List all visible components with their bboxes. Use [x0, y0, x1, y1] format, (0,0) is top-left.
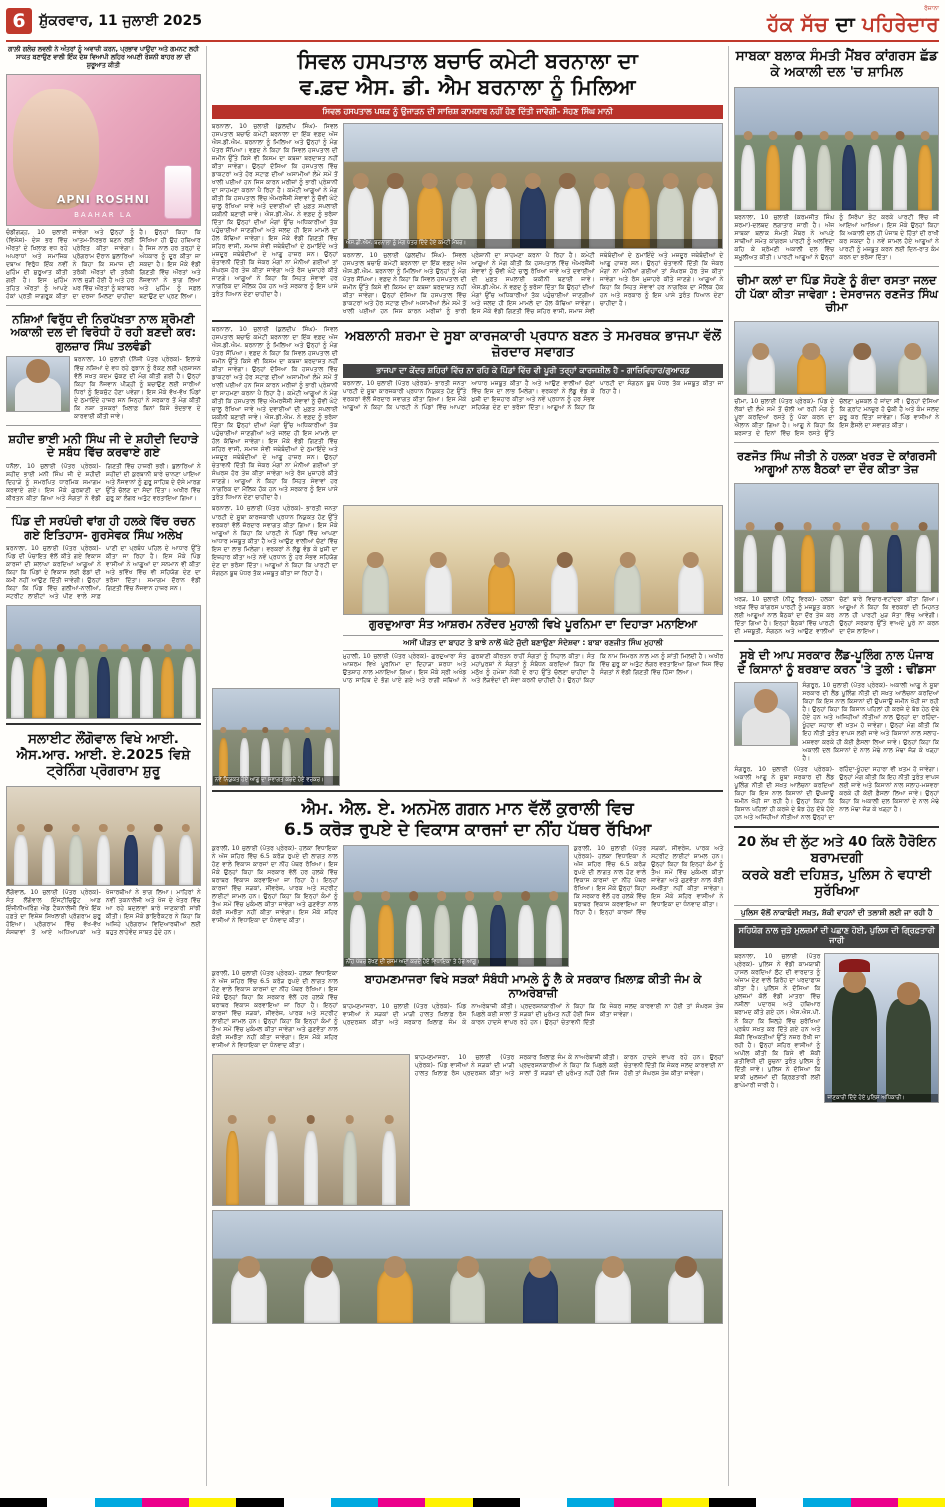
story5-body: ਬਰਨਾਲਾ, 10 ਜੁਲਾਈ (ਪੱਤਰ ਪ੍ਰੇਰਕ)- ਭਾਰਤੀ ਜਨਤਾ ਪਾਰਟੀ ਦੇ ਸੂਬਾ ਕਾਰਜਕਾਰੀ ਪ੍ਰਧਾਨ ਨਿਯੁਕਤ ਹੋਣ ਉੱਤੇ ਵਰਕਰਾਂ ਵੱਲੋਂ ਜ਼ੋਰਦਾਰ ਸਵਾਗਤ ਕੀਤਾ ਗਿਆ। ਇਸ ਮੌਕੇ ਆਗੂਆਂ ਨੇ ਕਿਹਾ ਕਿ ਪਾਰਟੀ ਨੇ ਪਿੰਡਾਂ ਵਿੱਚ ਆਪਣਾ ਆਧਾਰ ਮਜ਼ਬੂਤ ਕੀਤਾ ਹੈ ਅਤੇ ਆਉਣ ਵਾਲੀਆਂ ਚੋਣਾਂ ਵਿੱਚ ਇਸ ਦਾ ਲਾਭ ਮਿਲੇਗਾ। ਵਰਕਰਾਂ ਨੇ ਲੱਡੂ ਵੰਡ ਕੇ ਖ਼ੁਸ਼ੀ ਦਾ ਇਜ਼ਹਾਰ ਕੀਤਾ ਅਤੇ ਨਵੇਂ ਪ੍ਰਧਾਨ ਨੂੰ ਹਰ ਸੰਭਵ ਸਹਿਯੋਗ ਦੇਣ ਦਾ ਭਰੋਸਾ ਦਿੱਤਾ। ਆਗੂਆਂ ਨੇ ਕਿਹਾ ਕਿ ਪਾਰਟੀ ਦਾ ਸੰਗਠਨ ਬੂਥ ਪੱਧਰ ਤੱਕ ਮਜ਼ਬੂਤ ਕੀਤਾ ਜਾ ਰਿਹਾ ਹੈ।: [342, 379, 724, 411]
bottom-photo-band: [212, 1054, 724, 1206]
photo-people: [213, 1261, 723, 1324]
photo-people: [7, 649, 200, 718]
divider: [6, 723, 201, 725]
story4-headline: ਸਲਾਈਟ ਲੌਂਗੋਵਾਲ ਵਿਖੇ ਆਈ. ਐਸ.ਆਰ. ਆਈ. ਏ.2025 ਵਿਸ਼ੇ ਟ੍ਰੇਨਿੰਗ ਪ੍ਰੋਗਰਾਮ ਸ਼ੁਰੂ: [16, 731, 191, 780]
story1-photo: [6, 356, 70, 412]
story8-body-cont: ਬਾਹਮਣਮਾਜਰਾ, 10 ਜੁਲਾਈ (ਪੱਤਰ ਪ੍ਰੇਰਕ)- ਪਿੰਡ ਵਾਸੀਆਂ ਨੇ ਸੜਕਾਂ ਦੀ ਮਾੜੀ ਹਾਲਤ ਖ਼ਿਲਾਫ਼ ਰੋਸ ਪ੍ਰਦਰਸ਼ਨ ਕੀਤਾ ਅਤੇ ਸਰਕਾਰ ਖ਼ਿਲਾਫ਼ ਜੰਮ ਕੇ ਨਾਅਰੇਬਾਜ਼ੀ ਕੀਤੀ। ਪ੍ਰਦਰਸ਼ਨਕਾਰੀਆਂ ਨੇ ਕਿਹਾ ਕਿ ਪਿਛਲੇ ਕਈ ਸਾਲਾਂ ਤੋਂ ਸੜਕਾਂ ਦੀ ਮੁਰੰਮਤ ਨਹੀਂ ਹੋਈ ਜਿਸ ਕਾਰਨ ਹਾਦਸੇ ਵਾਪਰ ਰਹੇ ਹਨ। ਉਨ੍ਹਾਂ ਚੇਤਾਵਨੀ ਦਿੱਤੀ ਕਿ ਜੇਕਰ ਜਲਦ ਕਾਰਵਾਈ ਨਾ ਹੋਈ ਤਾਂ ਸੰਘਰਸ਼ ਤੇਜ਼ ਕੀਤਾ ਜਾਵੇਗਾ।: [414, 1054, 724, 1078]
story8-photo: [212, 1210, 724, 1324]
story7-body-right: ਕੁਰਾਲੀ, 10 ਜੁਲਾਈ (ਪੱਤਰ ਪ੍ਰੇਰਕ)- ਹਲਕਾ ਵਿਧਾਇਕਾ ਨੇ ਅੱਜ ਸ਼ਹਿਰ ਵਿੱਚ 6.5 ਕਰੋੜ ਰੁਪਏ ਦੀ ਲਾਗਤ ਨਾਲ ਹੋਣ ਵਾਲੇ ਵਿਕਾਸ ਕਾਰਜਾਂ ਦਾ ਨੀਂਹ ਪੱਥਰ ਰੱਖਿਆ। ਇਸ ਮੌਕੇ ਉਨ੍ਹਾਂ ਕਿਹਾ ਕਿ ਸਰਕਾਰ ਵੱਲੋਂ ਹਰ ਹਲਕੇ ਵਿੱਚ ਬਰਾਬਰ ਵਿਕਾਸ ਕਰਵਾਇਆ ਜਾ ਰਿਹਾ ਹੈ। ਇਨ੍ਹਾਂ ਕਾਰਜਾਂ ਵਿੱਚ ਸੜਕਾਂ, ਸੀਵਰੇਜ, ਪਾਰਕ ਅਤੇ ਸਟਰੀਟ ਲਾਈਟਾਂ ਸ਼ਾਮਲ ਹਨ। ਉਨ੍ਹਾਂ ਕਿਹਾ ਕਿ ਇਨ੍ਹਾਂ ਕੰਮਾਂ ਨੂੰ ਤੈਅ ਸਮੇਂ ਵਿੱਚ ਮੁਕੰਮਲ ਕੀਤਾ ਜਾਵੇਗਾ ਅਤੇ ਗੁਣਵੱਤਾ ਨਾਲ ਕੋਈ ਸਮਝੌਤਾ ਨਹੀਂ ਕੀਤਾ ਜਾਵੇਗਾ। ਇਸ ਮੌਕੇ ਸ਼ਹਿਰ ਵਾਸੀਆਂ ਨੇ ਵਿਧਾਇਕਾ ਦਾ ਧੰਨਵਾਦ ਕੀਤਾ।: [573, 845, 724, 917]
photo-people: [344, 896, 568, 966]
story7-body-cont: ਕੁਰਾਲੀ, 10 ਜੁਲਾਈ (ਪੱਤਰ ਪ੍ਰੇਰਕ)- ਹਲਕਾ ਵਿਧਾਇਕਾ ਨੇ ਅੱਜ ਸ਼ਹਿਰ ਵਿੱਚ 6.5 ਕਰੋੜ ਰੁਪਏ ਦੀ ਲਾਗਤ ਨਾਲ ਹੋਣ ਵਾਲੇ ਵਿਕਾਸ ਕਾਰਜਾਂ ਦਾ ਨੀਂਹ ਪੱਥਰ ਰੱਖਿਆ। ਇਸ ਮੌਕੇ ਉਨ੍ਹਾਂ ਕਿਹਾ ਕਿ ਸਰਕਾਰ ਵੱਲੋਂ ਹਰ ਹਲਕੇ ਵਿੱਚ ਬਰਾਬਰ ਵਿਕਾਸ ਕਰਵਾਇਆ ਜਾ ਰਿਹਾ ਹੈ। ਇਨ੍ਹਾਂ ਕਾਰਜਾਂ ਵਿੱਚ ਸੜਕਾਂ, ਸੀਵਰੇਜ, ਪਾਰਕ ਅਤੇ ਸਟਰੀਟ ਲਾਈਟਾਂ ਸ਼ਾਮਲ ਹਨ। ਉਨ੍ਹਾਂ ਕਿਹਾ ਕਿ ਇਨ੍ਹਾਂ ਕੰਮਾਂ ਨੂੰ ਤੈਅ ਸਮੇਂ ਵਿੱਚ ਮੁਕੰਮਲ ਕੀਤਾ ਜਾਵੇਗਾ ਅਤੇ ਗੁਣਵੱਤਾ ਨਾਲ ਕੋਈ ਸਮਝੌਤਾ ਨਹੀਂ ਕੀਤਾ ਜਾਵੇਗਾ। ਇਸ ਮੌਕੇ ਸ਼ਹਿਰ ਵਾਸੀਆਂ ਨੇ ਵਿਧਾਇਕਾ ਦਾ ਧੰਨਵਾਦ ਕੀਤਾ।: [211, 970, 338, 1050]
story13-band: [734, 953, 939, 1103]
advertisement-image: [6, 74, 201, 226]
page-columns: [6, 46, 939, 1486]
divider: [212, 320, 724, 322]
masthead: [6, 4, 939, 42]
photo-people: [7, 828, 200, 885]
publication-date: ਸ਼ੁੱਕਰਵਾਰ, 11 ਜੁਲਾਈ 2025: [39, 13, 202, 29]
ad-brand: APNI ROSHNI: [56, 193, 150, 207]
story3-body: ਬਰਨਾਲਾ, 10 ਜੁਲਾਈ (ਪੱਤਰ ਪ੍ਰੇਰਕ)- ਪਿੰਡ ਦੀ ਪੰਚਾਇਤ ਵੱਲੋਂ ਕੀਤੇ ਗਏ ਵਿਕਾਸ ਕਾਰਜਾਂ ਦੀ ਸ਼ਲਾਘਾ ਕਰਦਿਆਂ ਆਗੂਆਂ ਨੇ ਕਿਹਾ ਕਿ ਪਿੰਡਾਂ ਦੇ ਵਿਕਾਸ ਲਈ ਫੰਡਾਂ ਦੀ ਕਮੀ ਨਹੀਂ ਆਉਣ ਦਿੱਤੀ ਜਾਵੇਗੀ। ਉਨ੍ਹਾਂ ਕਿਹਾ ਕਿ ਪਿੰਡ ਵਿੱਚ ਗਲੀਆਂ-ਨਾਲੀਆਂ, ਸਟਰੀਟ ਲਾਈਟਾਂ ਅਤੇ ਪੀਣ ਵਾਲੇ ਸਾਫ਼ ਪਾਣੀ ਦਾ ਪ੍ਰਬੰਧ ਪਹਿਲ ਦੇ ਆਧਾਰ ਉੱਤੇ ਕੀਤਾ ਜਾ ਰਿਹਾ ਹੈ। ਇਸ ਮੌਕੇ ਪਿੰਡ ਵਾਸੀਆਂ ਨੇ ਆਗੂਆਂ ਦਾ ਸਨਮਾਨ ਵੀ ਕੀਤਾ ਅਤੇ ਭਵਿੱਖ ਵਿੱਚ ਵੀ ਸਹਿਯੋਗ ਦੇਣ ਦਾ ਭਰੋਸਾ ਦਿੱਤਾ। ਸਮਾਗਮ ਦੌਰਾਨ ਵੱਡੀ ਗਿਣਤੀ ਵਿੱਚ ਨੌਜਵਾਨ ਹਾਜ਼ਰ ਸਨ।: [6, 545, 201, 601]
divider: [6, 425, 201, 426]
photo-people: [735, 346, 938, 394]
story5-headline: ਅਬਲਾਨੀ ਸ਼ਰਮਾ ਦੇ ਸੂਬਾ ਕਾਰਜਕਾਰੀ ਪ੍ਰਧਾਨ ਬਣਨ ਤੇ ਸਮਰਥਕ ਭਾਜਪਾ ਵੱਲੋਂ ਜ਼ੋਰਦਾਰ ਸਵਾਗਤ: [345, 327, 722, 360]
ad-brand-sub: BAAHAR LA: [74, 210, 133, 219]
story2-headline: ਸ਼ਹੀਦ ਭਾਈ ਮਨੀ ਸਿੰਘ ਜੀ ਦੇ ਸ਼ਹੀਦੀ ਦਿਹਾੜੇ ਦੇ ਸਬੰਧ ਵਿੱਚ ਕਰਵਾਏ ਗਏ: [8, 431, 199, 460]
story12-media: [734, 682, 939, 762]
page-number: 6: [6, 8, 32, 34]
divider: [734, 266, 939, 267]
lead-body-continued: ਬਰਨਾਲਾ, 10 ਜੁਲਾਈ (ਕੁਲਦੀਪ ਸਿੰਘ)- ਸਿਵਲ ਹਸਪਤਾਲ ਬਚਾਓ ਕਮੇਟੀ ਬਰਨਾਲਾ ਦਾ ਇੱਕ ਵਫ਼ਦ ਅੱਜ ਐਸ.ਡੀ.ਐਮ. ਬਰਨਾਲਾ ਨੂੰ ਮਿਲਿਆ ਅਤੇ ਉਨ੍ਹਾਂ ਨੂੰ ਮੰਗ ਪੱਤਰ ਸੌਂਪਿਆ। ਵਫ਼ਦ ਨੇ ਕਿਹਾ ਕਿ ਸਿਵਲ ਹਸਪਤਾਲ ਦੀ ਜ਼ਮੀਨ ਉੱਤੇ ਕਿਸੇ ਵੀ ਕਿਸਮ ਦਾ ਕਬਜ਼ਾ ਬਰਦਾਸ਼ਤ ਨਹੀਂ ਕੀਤਾ ਜਾਵੇਗਾ। ਉਨ੍ਹਾਂ ਦੱਸਿਆ ਕਿ ਹਸਪਤਾਲ ਵਿੱਚ ਡਾਕਟਰਾਂ ਅਤੇ ਹੋਰ ਸਟਾਫ਼ ਦੀਆਂ ਅਸਾਮੀਆਂ ਲੰਮੇ ਸਮੇਂ ਤੋਂ ਖਾਲੀ ਪਈਆਂ ਹਨ ਜਿਸ ਕਾਰਨ ਮਰੀਜ਼ਾਂ ਨੂੰ ਭਾਰੀ ਪ੍ਰੇਸ਼ਾਨੀ ਦਾ ਸਾਹਮਣਾ ਕਰਨਾ ਪੈ ਰਿਹਾ ਹੈ। ਕਮੇਟੀ ਆਗੂਆਂ ਨੇ ਮੰਗ ਕੀਤੀ ਕਿ ਹਸਪਤਾਲ ਵਿੱਚ ਐਮਰਜੈਂਸੀ ਸੇਵਾਵਾਂ ਨੂੰ ਚੌਵੀ ਘੰਟੇ ਚਾਲੂ ਰੱਖਿਆ ਜਾਵੇ ਅਤੇ ਦਵਾਈਆਂ ਦੀ ਮੁਫ਼ਤ ਸਪਲਾਈ ਯਕੀਨੀ ਬਣਾਈ ਜਾਵੇ। ਐਸ.ਡੀ.ਐਮ. ਨੇ ਵਫ਼ਦ ਨੂੰ ਭਰੋਸਾ ਦਿੱਤਾ ਕਿ ਉਨ੍ਹਾਂ ਦੀਆਂ ਮੰਗਾਂ ਉੱਚ ਅਧਿਕਾਰੀਆਂ ਤੱਕ ਪਹੁੰਚਾਈਆਂ ਜਾਣਗੀਆਂ ਅਤੇ ਜਲਦ ਹੀ ਇਸ ਮਾਮਲੇ ਦਾ ਹੱਲ ਕੱਢਿਆ ਜਾਵੇਗਾ। ਇਸ ਮੌਕੇ ਵੱਡੀ ਗਿਣਤੀ ਵਿੱਚ ਸ਼ਹਿਰ ਵਾਸੀ, ਸਮਾਜ ਸੇਵੀ ਜਥੇਬੰਦੀਆਂ ਦੇ ਨੁਮਾਇੰਦੇ ਅਤੇ ਮਜ਼ਦੂਰ ਜਥੇਬੰਦੀਆਂ ਦੇ ਆਗੂ ਹਾਜ਼ਰ ਸਨ। ਉਨ੍ਹਾਂ ਚੇਤਾਵਨੀ ਦਿੱਤੀ ਕਿ ਜੇਕਰ ਮੰਗਾਂ ਨਾ ਮੰਨੀਆਂ ਗਈਆਂ ਤਾਂ ਸੰਘਰਸ਼ ਹੋਰ ਤੇਜ਼ ਕੀਤਾ ਜਾਵੇਗਾ ਅਤੇ ਰੋਸ ਮੁਜ਼ਾਹਰੇ ਕੀਤੇ ਜਾਣਗੇ। ਆਗੂਆਂ ਨੇ ਕਿਹਾ ਕਿ ਸਿਹਤ ਸੇਵਾਵਾਂ ਹਰ ਨਾਗਰਿਕ ਦਾ ਮੌਲਿਕ ਹੱਕ ਹਨ ਅਤੇ ਸਰਕਾਰ ਨੂੰ ਇਸ ਪਾਸੇ ਤੁਰੰਤ ਧਿਆਨ ਦੇਣਾ ਚਾਹੀਦਾ ਹੈ।: [211, 325, 338, 502]
story13-bullet: ਪੁਲਿਸ ਵੱਲੋਂ ਨਾਕਾਬੰਦੀ ਸਖ਼ਤ, ਸ਼ੱਕੀ ਵਾਹਨਾਂ ਦੀ ਤਲਾਸ਼ੀ ਲਈ ਜਾ ਰਹੀ ਹੈ: [734, 905, 939, 921]
story8-right: [343, 970, 724, 1050]
story6-right: [343, 505, 724, 684]
story13-headline-line1: 20 ਲੱਖ ਦੀ ਲੁੱਟ ਅਤੇ 40 ਕਿਲੋ ਹੈਰੋਇਨ ਬਰਾਮਦਗੀ: [737, 833, 937, 866]
middle-left: [212, 326, 338, 503]
story4-photo-large: [212, 1054, 410, 1206]
lead-photo: [343, 123, 724, 249]
story7-photo: [343, 845, 569, 967]
story7-photo-wrap: [343, 845, 569, 967]
story8-body: ਬਾਹਮਣਮਾਜਰਾ, 10 ਜੁਲਾਈ (ਪੱਤਰ ਪ੍ਰੇਰਕ)- ਪਿੰਡ ਵਾਸੀਆਂ ਨੇ ਸੜਕਾਂ ਦੀ ਮਾੜੀ ਹਾਲਤ ਖ਼ਿਲਾਫ਼ ਰੋਸ ਪ੍ਰਦਰਸ਼ਨ ਕੀਤਾ ਅਤੇ ਸਰਕਾਰ ਖ਼ਿਲਾਫ਼ ਜੰਮ ਕੇ ਨਾਅਰੇਬਾਜ਼ੀ ਕੀਤੀ। ਪ੍ਰਦਰਸ਼ਨਕਾਰੀਆਂ ਨੇ ਕਿਹਾ ਕਿ ਪਿਛਲੇ ਕਈ ਸਾਲਾਂ ਤੋਂ ਸੜਕਾਂ ਦੀ ਮੁਰੰਮਤ ਨਹੀਂ ਹੋਈ ਜਿਸ ਕਾਰਨ ਹਾਦਸੇ ਵਾਪਰ ਰਹੇ ਹਨ। ਉਨ੍ਹਾਂ ਚੇਤਾਵਨੀ ਦਿੱਤੀ ਕਿ ਜੇਕਰ ਜਲਦ ਕਾਰਵਾਈ ਨਾ ਹੋਈ ਤਾਂ ਸੰਘਰਸ਼ ਤੇਜ਼ ਕੀਤਾ ਜਾਵੇਗਾ।: [342, 1003, 724, 1027]
photo-people: [344, 556, 723, 614]
story13-body: ਬਰਨਾਲਾ, 10 ਜੁਲਾਈ (ਪੱਤਰ ਪ੍ਰੇਰਕ)- ਪੁਲਿਸ ਨੇ ਵੱਡੀ ਕਾਮਯਾਬੀ ਹਾਸਲ ਕਰਦਿਆਂ ਲੁੱਟ ਦੀ ਵਾਰਦਾਤ ਨੂੰ ਅੰਜਾਮ ਦੇਣ ਵਾਲੇ ਗਿਰੋਹ ਦਾ ਪਰਦਾਫਾਸ਼ ਕੀਤਾ ਹੈ। ਪੁਲਿਸ ਨੇ ਦੱਸਿਆ ਕਿ ਮੁਲਜ਼ਮਾਂ ਕੋਲੋਂ ਵੱਡੀ ਮਾਤਰਾ ਵਿੱਚ ਨਸ਼ੀਲਾ ਪਦਾਰਥ ਅਤੇ ਹਥਿਆਰ ਬਰਾਮਦ ਕੀਤੇ ਗਏ ਹਨ। ਐਸ.ਐਸ.ਪੀ. ਨੇ ਕਿਹਾ ਕਿ ਜ਼ਿਲ੍ਹੇ ਵਿੱਚ ਸੁਰੱਖਿਆ ਪ੍ਰਬੰਧ ਸਖ਼ਤ ਕਰ ਦਿੱਤੇ ਗਏ ਹਨ ਅਤੇ ਸ਼ੱਕੀ ਵਿਅਕਤੀਆਂ ਉੱਤੇ ਨਜ਼ਰ ਰੱਖੀ ਜਾ ਰਹੀ ਹੈ। ਉਨ੍ਹਾਂ ਸ਼ਹਿਰ ਵਾਸੀਆਂ ਨੂੰ ਅਪੀਲ ਕੀਤੀ ਕਿ ਕਿਸੇ ਵੀ ਸ਼ੱਕੀ ਗਤੀਵਿਧੀ ਦੀ ਸੂਚਨਾ ਤੁਰੰਤ ਪੁਲਿਸ ਨੂੰ ਦਿੱਤੀ ਜਾਵੇ। ਪੁਲਿਸ ਨੇ ਦੱਸਿਆ ਕਿ ਬਾਕੀ ਮੁਲਜ਼ਮਾਂ ਦੀ ਗ੍ਰਿਫ਼ਤਾਰੀ ਲਈ ਛਾਪੇਮਾਰੀ ਜਾਰੀ ਹੈ।: [734, 953, 821, 1089]
story3-headline: ਪਿੰਡ ਦੀ ਸਰਪੰਚੀ ਵਾਂਗ ਹੀ ਹਲਕੇ ਵਿੱਚ ਰਚਨ ਗਏ ਇਤਿਹਾਸ- ਗੁਰਸੇਵਕ ਸਿੰਘ ਅਲੇਖ: [11, 514, 196, 542]
divider: [6, 507, 201, 508]
column-center: [206, 46, 724, 1486]
story9-photo: [734, 87, 939, 211]
column-right: [728, 46, 939, 1486]
print-color-bar: [0, 1498, 945, 1507]
lead-right: [343, 123, 724, 316]
story13-photo-caption: ਜਾਣਕਾਰੀ ਦਿੰਦੇ ਹੋਏ ਪੁਲਿਸ ਅਧਿਕਾਰੀ।: [825, 1094, 938, 1102]
story1-headline: ਨਸ਼ਿਆਂ ਵਿਰੁੱਧ ਦੀ ਨਿਰਪੱਖਤਾ ਨਾਲ ਸ਼੍ਰੋਮਣੀ ਅਕਾਲੀ ਦਲ ਦੀ ਵਿਰੋਧੀ ਹੋ ਰਹੀ ਬਣਦੀ ਕਰ: ਗੁਲਜ਼ਾਰ ਸਿੰਘ ਤਲਵੰਡੀ: [10, 311, 197, 353]
story10-headline: ਚੀਮਾ ਕਲਾਂ ਦਾ ਪਿੰਡ ਸੋਹਣੇ ਨੂੰ ਗੰਦਾ ਰਸਤਾ ਜਲਦ ਹੀ ਪੱਕਾ ਕੀਤਾ ਜਾਵੇਗਾ : ਦੇਸਰਾਜਨ ਰਣਜੋਤ ਸਿੰਘ ਚੀਮਾ: [735, 273, 939, 315]
middle-right: [343, 326, 724, 503]
story7-body-left: ਕੁਰਾਲੀ, 10 ਜੁਲਾਈ (ਪੱਤਰ ਪ੍ਰੇਰਕ)- ਹਲਕਾ ਵਿਧਾਇਕਾ ਨੇ ਅੱਜ ਸ਼ਹਿਰ ਵਿੱਚ 6.5 ਕਰੋੜ ਰੁਪਏ ਦੀ ਲਾਗਤ ਨਾਲ ਹੋਣ ਵਾਲੇ ਵਿਕਾਸ ਕਾਰਜਾਂ ਦਾ ਨੀਂਹ ਪੱਥਰ ਰੱਖਿਆ। ਇਸ ਮੌਕੇ ਉਨ੍ਹਾਂ ਕਿਹਾ ਕਿ ਸਰਕਾਰ ਵੱਲੋਂ ਹਰ ਹਲਕੇ ਵਿੱਚ ਬਰਾਬਰ ਵਿਕਾਸ ਕਰਵਾਇਆ ਜਾ ਰਿਹਾ ਹੈ। ਇਨ੍ਹਾਂ ਕਾਰਜਾਂ ਵਿੱਚ ਸੜਕਾਂ, ਸੀਵਰੇਜ, ਪਾਰਕ ਅਤੇ ਸਟਰੀਟ ਲਾਈਟਾਂ ਸ਼ਾਮਲ ਹਨ। ਉਨ੍ਹਾਂ ਕਿਹਾ ਕਿ ਇਨ੍ਹਾਂ ਕੰਮਾਂ ਨੂੰ ਤੈਅ ਸਮੇਂ ਵਿੱਚ ਮੁਕੰਮਲ ਕੀਤਾ ਜਾਵੇਗਾ ਅਤੇ ਗੁਣਵੱਤਾ ਨਾਲ ਕੋਈ ਸਮਝੌਤਾ ਨਹੀਂ ਕੀਤਾ ਜਾਵੇਗਾ। ਇਸ ਮੌਕੇ ਸ਼ਹਿਰ ਵਾਸੀਆਂ ਨੇ ਵਿਧਾਇਕਾ ਦਾ ਧੰਨਵਾਦ ਕੀਤਾ।: [211, 845, 338, 925]
story13-photo: [824, 953, 939, 1103]
story12-headline: ਸੂਬੇ ਦੀ ਆਪ ਸਰਕਾਰ ਲੈਂਡ-ਪੂਲਿੰਗ ਨਾਲ ਪੰਜਾਬ ਦੇ ਕਿਸਾਨਾਂ ਨੂੰ ਬਰਬਾਦ ਕਰਨ 'ਤੇ ਤੁਲੀ : ਢੀਂਡਸਾ: [737, 648, 936, 676]
story11-headline: ਰਣਜੋਤ ਸਿੰਘ ਜੀਤੀ ਨੇ ਹਲਕਾ ਖਰੜ ਦੇ ਕਾਂਗਰਸੀ ਆਗੂਆਂ ਨਾਲ ਬੈਠਕਾਂ ਦਾ ਦੌਰ ਕੀਤਾ ਤੇਜ਼: [737, 448, 937, 477]
story5-photo: [212, 688, 340, 786]
story11-body: ਖਰੜ, 10 ਜੁਲਾਈ (ਨੀਟੂ ਵਿਰਕ)- ਹਲਕਾ ਖਰੜ ਵਿੱਚ ਕਾਂਗਰਸ ਪਾਰਟੀ ਨੂੰ ਮਜ਼ਬੂਤ ਕਰਨ ਲਈ ਆਗੂਆਂ ਨਾਲ ਬੈਠਕਾਂ ਦਾ ਦੌਰ ਤੇਜ਼ ਕਰ ਦਿੱਤਾ ਗਿਆ ਹੈ। ਇਨ੍ਹਾਂ ਬੈਠਕਾਂ ਵਿੱਚ ਪਾਰਟੀ ਦੀ ਮਜ਼ਬੂਤੀ, ਸੰਗਠਨ ਅਤੇ ਆਉਣ ਵਾਲੀਆਂ ਚੋਣਾਂ ਬਾਰੇ ਵਿਚਾਰ-ਵਟਾਂਦਰਾ ਕੀਤਾ ਗਿਆ। ਆਗੂਆਂ ਨੇ ਕਿਹਾ ਕਿ ਵਰਕਰਾਂ ਦੀ ਮਿਹਨਤ ਨਾਲ ਹੀ ਪਾਰਟੀ ਮੁੜ ਸੱਤਾ ਵਿੱਚ ਆਵੇਗੀ। ਉਨ੍ਹਾਂ ਸਰਕਾਰ ਉੱਤੇ ਵਾਅਦੇ ਪੂਰੇ ਨਾ ਕਰਨ ਦਾ ਦੋਸ਼ ਲਾਇਆ।: [734, 596, 939, 636]
story1-media: [6, 356, 201, 420]
lead-body-right: ਬਰਨਾਲਾ, 10 ਜੁਲਾਈ (ਕੁਲਦੀਪ ਸਿੰਘ)- ਸਿਵਲ ਹਸਪਤਾਲ ਬਚਾਓ ਕਮੇਟੀ ਬਰਨਾਲਾ ਦਾ ਇੱਕ ਵਫ਼ਦ ਅੱਜ ਐਸ.ਡੀ.ਐਮ. ਬਰਨਾਲਾ ਨੂੰ ਮਿਲਿਆ ਅਤੇ ਉਨ੍ਹਾਂ ਨੂੰ ਮੰਗ ਪੱਤਰ ਸੌਂਪਿਆ। ਵਫ਼ਦ ਨੇ ਕਿਹਾ ਕਿ ਸਿਵਲ ਹਸਪਤਾਲ ਦੀ ਜ਼ਮੀਨ ਉੱਤੇ ਕਿਸੇ ਵੀ ਕਿਸਮ ਦਾ ਕਬਜ਼ਾ ਬਰਦਾਸ਼ਤ ਨਹੀਂ ਕੀਤਾ ਜਾਵੇਗਾ। ਉਨ੍ਹਾਂ ਦੱਸਿਆ ਕਿ ਹਸਪਤਾਲ ਵਿੱਚ ਡਾਕਟਰਾਂ ਅਤੇ ਹੋਰ ਸਟਾਫ਼ ਦੀਆਂ ਅਸਾਮੀਆਂ ਲੰਮੇ ਸਮੇਂ ਤੋਂ ਖਾਲੀ ਪਈਆਂ ਹਨ ਜਿਸ ਕਾਰਨ ਮਰੀਜ਼ਾਂ ਨੂੰ ਭਾਰੀ ਪ੍ਰੇਸ਼ਾਨੀ ਦਾ ਸਾਹਮਣਾ ਕਰਨਾ ਪੈ ਰਿਹਾ ਹੈ। ਕਮੇਟੀ ਆਗੂਆਂ ਨੇ ਮੰਗ ਕੀਤੀ ਕਿ ਹਸਪਤਾਲ ਵਿੱਚ ਐਮਰਜੈਂਸੀ ਸੇਵਾਵਾਂ ਨੂੰ ਚੌਵੀ ਘੰਟੇ ਚਾਲੂ ਰੱਖਿਆ ਜਾਵੇ ਅਤੇ ਦਵਾਈਆਂ ਦੀ ਮੁਫ਼ਤ ਸਪਲਾਈ ਯਕੀਨੀ ਬਣਾਈ ਜਾਵੇ। ਐਸ.ਡੀ.ਐਮ. ਨੇ ਵਫ਼ਦ ਨੂੰ ਭਰੋਸਾ ਦਿੱਤਾ ਕਿ ਉਨ੍ਹਾਂ ਦੀਆਂ ਮੰਗਾਂ ਉੱਚ ਅਧਿਕਾਰੀਆਂ ਤੱਕ ਪਹੁੰਚਾਈਆਂ ਜਾਣਗੀਆਂ ਅਤੇ ਜਲਦ ਹੀ ਇਸ ਮਾਮਲੇ ਦਾ ਹੱਲ ਕੱਢਿਆ ਜਾਵੇਗਾ। ਇਸ ਮੌਕੇ ਵੱਡੀ ਗਿਣਤੀ ਵਿੱਚ ਸ਼ਹਿਰ ਵਾਸੀ, ਸਮਾਜ ਸੇਵੀ ਜਥੇਬੰਦੀਆਂ ਦੇ ਨੁਮਾਇੰਦੇ ਅਤੇ ਮਜ਼ਦੂਰ ਜਥੇਬੰਦੀਆਂ ਦੇ ਆਗੂ ਹਾਜ਼ਰ ਸਨ। ਉਨ੍ਹਾਂ ਚੇਤਾਵਨੀ ਦਿੱਤੀ ਕਿ ਜੇਕਰ ਮੰਗਾਂ ਨਾ ਮੰਨੀਆਂ ਗਈਆਂ ਤਾਂ ਸੰਘਰਸ਼ ਹੋਰ ਤੇਜ਼ ਕੀਤਾ ਜਾਵੇਗਾ ਅਤੇ ਰੋਸ ਮੁਜ਼ਾਹਰੇ ਕੀਤੇ ਜਾਣਗੇ। ਆਗੂਆਂ ਨੇ ਕਿਹਾ ਕਿ ਸਿਹਤ ਸੇਵਾਵਾਂ ਹਰ ਨਾਗਰਿਕ ਦਾ ਮੌਲਿਕ ਹੱਕ ਹਨ ਅਤੇ ਸਰਕਾਰ ਨੂੰ ਇਸ ਪਾਸੇ ਤੁਰੰਤ ਧਿਆਨ ਦੇਣਾ ਚਾਹੀਦਾ ਹੈ।: [342, 251, 724, 315]
story8-band: [212, 970, 724, 1050]
ad-headline: ਗਾਲ਼ੀ ਗਲੋਚ ਲਵਲੀ ਨੇ ਅੰਤਰਾਂ ਨੂੰ ਅਵਾਜ਼ੀ ਕਰਨ, ਪ੍ਰਭਾਵ ਪਾਉਂਦਾ ਅਤੇ ਗਮਨਟ ਲਹੀ ਸਾਕਤ ਬਣਾਉਣ ਵਾਲੀ ਇੰਕ ਦੇਸ਼ ਵਿਆਪੀ ਲਹਿਰ ਅਪਣੀ ਰੋਸ਼ਨੀ ਬਾਹਰ ਲਾ ਦੀ ਸ਼ੁਰੂਆਤ ਕੀਤੀ: [7, 46, 199, 70]
title-part-3: ਪਹਿਰੇਦਾਰ: [862, 12, 939, 36]
story7-photo-caption: ਨੀਂਹ ਪੱਥਰ ਰੱਖਣ ਦੀ ਰਸਮ ਅਦਾ ਕਰਦੇ ਹੋਏ ਵਿਧਾਇਕਾ ਤੇ ਹੋਰ ਆਗੂ।: [344, 958, 568, 966]
column-left: [6, 46, 201, 1486]
newspaper-title: [767, 12, 939, 36]
masthead-left: [6, 8, 202, 34]
lead-content: [212, 123, 724, 316]
divider: [212, 790, 724, 792]
title-part-2: ਦਾ: [835, 12, 863, 36]
photo-people: [735, 527, 938, 592]
lead-photo-caption: ਐਸ.ਡੀ.ਐਮ. ਬਰਨਾਲਾ ਨੂੰ ਮੰਗ ਪੱਤਰ ਦਿੰਦੇ ਹੋਏ ਕਮੇਟੀ ਮੈਂਬਰ।: [344, 239, 723, 247]
lead-subhead: ਸਿਵਲ ਹਸਪਤਾਲ ਪਥਕ ਨੂੰ ਉਜਾੜਨ ਦੀ ਸਾਜ਼ਿਸ਼ ਕਾਮਯਾਬ ਨਹੀਂ ਹੋਣ ਦਿੱਤੀ ਜਾਵੇਗੀ- ਸੋਹਣ ਸਿੰਘ ਮਾਨੀ: [212, 105, 724, 119]
lead-headline-line1: ਸਿਵਲ ਹਸਪਤਾਲ ਬਚਾਓ ਕਮੇਟੀ ਬਰਨਾਲਾ ਦਾ: [297, 49, 638, 73]
story9-headline: ਸਾਬਕਾ ਬਲਾਕ ਸੰਮਤੀ ਮੈਂਬਰ ਕਾਂਗਰਸ ਛੱਡ ਕੇ ਅਕਾਲੀ ਦਲ 'ਚ ਸ਼ਾਮਿਲ: [735, 48, 938, 80]
lead-headline-line2: ਵ.ਫ਼ਦ ਐਸ. ਡੀ. ਐਮ ਬਰਨਾਲਾ ਨੂੰ ਮਿਲਿਆ: [299, 74, 636, 99]
story8-headline: ਬਾਹਮਣਮਾਜਰਾ ਵਿਖੇ ਸੜਕਾਂ ਸੰਬੰਧੀ ਮਾਮਲੇ ਨੂੰ ਲੈ ਕੇ ਸਰਕਾਰ ਖ਼ਿਲਾਫ਼ ਕੀਤੀ ਜੰਮ ਕੇ ਨਾਅਰੇਬਾਜ਼ੀ: [364, 972, 702, 1000]
story1-body: ਬਰਨਾਲਾ, 10 ਜੁਲਾਈ (ਨਿੱਜੀ ਪੱਤਰ ਪ੍ਰੇਰਕ)- ਇਲਾਕੇ ਵਿੱਚ ਨਸ਼ਿਆਂ ਦੇ ਵਧ ਰਹੇ ਰੁਝਾਨ ਨੂੰ ਰੋਕਣ ਲਈ ਪ੍ਰਸ਼ਾਸਨ ਵੱਲੋਂ ਸਖ਼ਤ ਕਦਮ ਚੁੱਕਣ ਦੀ ਮੰਗ ਕੀਤੀ ਗਈ ਹੈ। ਉਨ੍ਹਾਂ ਕਿਹਾ ਕਿ ਨੌਜਵਾਨ ਪੀੜ੍ਹੀ ਨੂੰ ਬਚਾਉਣ ਲਈ ਸਾਰੀਆਂ ਧਿਰਾਂ ਨੂੰ ਇਕਜੁੱਟ ਹੋਣਾ ਪਵੇਗਾ। ਇਸ ਮੌਕੇ ਵੱਖ-ਵੱਖ ਪਿੰਡਾਂ ਦੇ ਨੁਮਾਇੰਦੇ ਹਾਜ਼ਰ ਸਨ ਜਿਨ੍ਹਾਂ ਨੇ ਸਰਕਾਰ ਤੋਂ ਮੰਗ ਕੀਤੀ ਕਿ ਨਸ਼ਾ ਤਸਕਰਾਂ ਖ਼ਿਲਾਫ਼ ਬਿਨਾਂ ਕਿਸੇ ਭੇਦਭਾਵ ਦੇ ਕਾਰਵਾਈ ਕੀਤੀ ਜਾਵੇ।: [74, 356, 201, 420]
story12-photo: [734, 682, 798, 746]
story6-band: [212, 505, 724, 684]
divider: [734, 826, 939, 828]
story6-body: ਮੁਹਾਲੀ, 10 ਜੁਲਾਈ (ਪੱਤਰ ਪ੍ਰੇਰਕ)- ਗੁਰਦੁਆਰਾ ਸੰਤ ਆਸ਼ਰਮ ਵਿਖੇ ਪੂਰਨਿਮਾ ਦਾ ਦਿਹਾੜਾ ਸ਼ਰਧਾ ਅਤੇ ਉਤਸ਼ਾਹ ਨਾਲ ਮਨਾਇਆ ਗਿਆ। ਇਸ ਮੌਕੇ ਸ੍ਰੀ ਅਖੰਡ ਪਾਠ ਸਾਹਿਬ ਦੇ ਭੋਗ ਪਾਏ ਗਏ ਅਤੇ ਰਾਗੀ ਜਥਿਆਂ ਨੇ ਗੁਰਬਾਣੀ ਕੀਰਤਨ ਰਾਹੀਂ ਸੰਗਤਾਂ ਨੂੰ ਨਿਹਾਲ ਕੀਤਾ। ਸੰਤ ਮਹਾਂਪੁਰਸ਼ਾਂ ਨੇ ਸੰਗਤਾਂ ਨੂੰ ਸੰਬੋਧਨ ਕਰਦਿਆਂ ਕਿਹਾ ਕਿ ਮਨੁੱਖ ਨੂੰ ਹਮੇਸ਼ਾ ਨੇਕੀ ਦੇ ਰਾਹ ਉੱਤੇ ਚੱਲਣਾ ਚਾਹੀਦਾ ਹੈ ਅਤੇ ਲੋੜਵੰਦਾਂ ਦੀ ਸੇਵਾ ਕਰਨੀ ਚਾਹੀਦੀ ਹੈ। ਉਨ੍ਹਾਂ ਕਿਹਾ ਕਿ ਨਾਮ ਸਿਮਰਨ ਨਾਲ ਮਨ ਨੂੰ ਸ਼ਾਂਤੀ ਮਿਲਦੀ ਹੈ। ਅਖੀਰ ਵਿੱਚ ਗੁਰੂ ਕਾ ਅਤੁੱਟ ਲੰਗਰ ਵਰਤਾਇਆ ਗਿਆ ਜਿਸ ਵਿੱਚ ਸੰਗਤਾਂ ਨੇ ਵੱਡੀ ਗਿਣਤੀ ਵਿੱਚ ਹਿੱਸਾ ਲਿਆ।: [342, 652, 724, 684]
masthead-right: [767, 6, 939, 36]
story7-band: [212, 845, 724, 967]
story5-body-continued: ਬਰਨਾਲਾ, 10 ਜੁਲਾਈ (ਪੱਤਰ ਪ੍ਰੇਰਕ)- ਭਾਰਤੀ ਜਨਤਾ ਪਾਰਟੀ ਦੇ ਸੂਬਾ ਕਾਰਜਕਾਰੀ ਪ੍ਰਧਾਨ ਨਿਯੁਕਤ ਹੋਣ ਉੱਤੇ ਵਰਕਰਾਂ ਵੱਲੋਂ ਜ਼ੋਰਦਾਰ ਸਵਾਗਤ ਕੀਤਾ ਗਿਆ। ਇਸ ਮੌਕੇ ਆਗੂਆਂ ਨੇ ਕਿਹਾ ਕਿ ਪਾਰਟੀ ਨੇ ਪਿੰਡਾਂ ਵਿੱਚ ਆਪਣਾ ਆਧਾਰ ਮਜ਼ਬੂਤ ਕੀਤਾ ਹੈ ਅਤੇ ਆਉਣ ਵਾਲੀਆਂ ਚੋਣਾਂ ਵਿੱਚ ਇਸ ਦਾ ਲਾਭ ਮਿਲੇਗਾ। ਵਰਕਰਾਂ ਨੇ ਲੱਡੂ ਵੰਡ ਕੇ ਖ਼ੁਸ਼ੀ ਦਾ ਇਜ਼ਹਾਰ ਕੀਤਾ ਅਤੇ ਨਵੇਂ ਪ੍ਰਧਾਨ ਨੂੰ ਹਰ ਸੰਭਵ ਸਹਿਯੋਗ ਦੇਣ ਦਾ ਭਰੋਸਾ ਦਿੱਤਾ। ਆਗੂਆਂ ਨੇ ਕਿਹਾ ਕਿ ਪਾਰਟੀ ਦਾ ਸੰਗਠਨ ਬੂਥ ਪੱਧਰ ਤੱਕ ਮਜ਼ਬੂਤ ਕੀਤਾ ਜਾ ਰਿਹਾ ਹੈ।: [211, 505, 338, 577]
masthead-tag: ਰੋਜ਼ਾਨਾ: [924, 5, 939, 12]
photo-people: [344, 178, 723, 247]
divider: [6, 305, 201, 306]
story6-bullet: ਅਸੀਂ ਪੀੜਤ ਦਾ ਬਾਹਟ ਤੇ ਬਾਝੇ ਨਾਲੋਂ ਘੱਟੇ ਜੁੱਦੀ ਬਣਾਉਣਾ ਸੰਦੇਸ਼ਵਾ : ਬਾਬਾ ਰਣਜੀਤ ਸਿੰਘ ਮੁਹਾਲੀ: [343, 635, 724, 651]
story4-body: ਲੌਂਗੋਵਾਲ, 10 ਜੁਲਾਈ (ਪੱਤਰ ਪ੍ਰੇਰਕ)- ਸੰਤ ਲੌਂਗੋਵਾਲ ਇੰਸਟੀਚਿਊਟ ਆਫ਼ ਇੰਜੀਨੀਅਰਿੰਗ ਐਂਡ ਟੈਕਨਾਲੋਜੀ ਵਿਖੇ ਇੱਕ ਹਫ਼ਤੇ ਦਾ ਵਿਸ਼ੇਸ਼ ਸਿਖਲਾਈ ਪ੍ਰੋਗਰਾਮ ਸ਼ੁਰੂ ਹੋਇਆ। ਪ੍ਰੋਗਰਾਮ ਵਿੱਚ ਵੱਖ-ਵੱਖ ਸੰਸਥਾਵਾਂ ਤੋਂ ਆਏ ਅਧਿਆਪਕਾਂ ਅਤੇ ਖੋਜਾਰਥੀਆਂ ਨੇ ਭਾਗ ਲਿਆ। ਮਾਹਿਰਾਂ ਨੇ ਨਵੀਂ ਤਕਨਾਲੋਜੀ ਅਤੇ ਖੋਜ ਦੇ ਖੇਤਰ ਵਿੱਚ ਆ ਰਹੇ ਬਦਲਾਵਾਂ ਬਾਰੇ ਜਾਣਕਾਰੀ ਸਾਂਝੀ ਕੀਤੀ। ਇਸ ਮੌਕੇ ਡਾਇਰੈਕਟਰ ਨੇ ਕਿਹਾ ਕਿ ਅਜਿਹੇ ਪ੍ਰੋਗਰਾਮ ਵਿਦਿਆਰਥੀਆਂ ਲਈ ਬਹੁਤ ਲਾਹੇਵੰਦ ਸਾਬਤ ਹੁੰਦੇ ਹਨ।: [6, 889, 201, 937]
divider: [734, 640, 939, 642]
story13-subhead: ਸਹਿਯੋਗ ਨਾਲ ਜੁੜੇ ਮੁਲਜ਼ਮਾਂ ਦੀ ਪਛਾਣ ਹੋਈ, ਪੁਲਿਸ ਦੀ ਗ੍ਰਿਫ਼ਤਾਰੀ ਜਾਰੀ: [734, 924, 939, 948]
divider: [734, 442, 939, 443]
story3-photo: [6, 605, 201, 719]
story12-body: ਸੰਗਰੂਰ, 10 ਜੁਲਾਈ (ਪੱਤਰ ਪ੍ਰੇਰਕ)- ਅਕਾਲੀ ਆਗੂ ਨੇ ਸੂਬਾ ਸਰਕਾਰ ਦੀ ਲੈਂਡ ਪੂਲਿੰਗ ਨੀਤੀ ਦੀ ਸਖ਼ਤ ਆਲੋਚਨਾ ਕਰਦਿਆਂ ਕਿਹਾ ਕਿ ਇਸ ਨਾਲ ਕਿਸਾਨਾਂ ਦੀ ਉਪਜਾਊ ਜ਼ਮੀਨ ਖੋਹੀ ਜਾ ਰਹੀ ਹੈ। ਉਨ੍ਹਾਂ ਕਿਹਾ ਕਿ ਕਿਸਾਨ ਪਹਿਲਾਂ ਹੀ ਕਰਜ਼ੇ ਦੇ ਬੋਝ ਹੇਠ ਦੱਬੇ ਹੋਏ ਹਨ ਅਤੇ ਅਜਿਹੀਆਂ ਨੀਤੀਆਂ ਨਾਲ ਉਨ੍ਹਾਂ ਦਾ ਰਹਿੰਦਾ-ਖੂੰਹਦਾ ਸਹਾਰਾ ਵੀ ਖ਼ਤਮ ਹੋ ਜਾਵੇਗਾ। ਉਨ੍ਹਾਂ ਮੰਗ ਕੀਤੀ ਕਿ ਇਹ ਨੀਤੀ ਤੁਰੰਤ ਵਾਪਸ ਲਈ ਜਾਵੇ ਅਤੇ ਕਿਸਾਨਾਂ ਨਾਲ ਸਲਾਹ-ਮਸ਼ਵਰਾ ਕਰਕੇ ਹੀ ਕੋਈ ਫ਼ੈਸਲਾ ਲਿਆ ਜਾਵੇ। ਉਨ੍ਹਾਂ ਕਿਹਾ ਕਿ ਅਕਾਲੀ ਦਲ ਕਿਸਾਨਾਂ ਦੇ ਨਾਲ ਮੋਢੇ ਨਾਲ ਮੋਢਾ ਜੋੜ ਕੇ ਖੜ੍ਹਾ ਹੈ।: [802, 682, 939, 762]
photo-people: [213, 1121, 409, 1205]
story6-photo: [343, 505, 724, 615]
story5-photo-caption: ਨਵੇਂ ਨਿਯੁਕਤ ਹੋਏ ਆਗੂ ਦਾ ਸਵਾਗਤ ਕਰਦੇ ਹੋਏ ਵਰਕਰ।: [213, 776, 339, 784]
story6-headline: ਗੁਰਦੁਆਰਾ ਸੰਤ ਆਸ਼ਰਮ ਨਰੇਂਦਰ ਮੁਹਾਲੀ ਵਿਖੇ ਪੂਰਨਿਮਾ ਦਾ ਦਿਹਾੜਾ ਮਨਾਇਆ: [368, 617, 698, 632]
story7-headline-line2: 6.5 ਕਰੋੜ ਰੁਪਏ ਦੇ ਵਿਕਾਸ ਕਾਰਜਾਂ ਦਾ ਨੀਂਹ ਪੱਥਰ ਰੱਖਿਆ: [283, 819, 652, 840]
story7-headline-line1: ਐਮ. ਐਲ. ਏ. ਅਨਮੋਲ ਗਗਨ ਮਾਨ ਵੱਲੋਂ ਕੁਰਾਲੀ ਵਿਚ: [301, 798, 634, 819]
story2-body: ਧਨੌਲਾ, 10 ਜੁਲਾਈ (ਪੱਤਰ ਪ੍ਰੇਰਕ)- ਸ਼ਹੀਦ ਭਾਈ ਮਨੀ ਸਿੰਘ ਜੀ ਦੇ ਸ਼ਹੀਦੀ ਦਿਹਾੜੇ ਨੂੰ ਸਮਰਪਿਤ ਧਾਰਮਿਕ ਸਮਾਗਮ ਕਰਵਾਏ ਗਏ। ਇਸ ਮੌਕੇ ਗੁਰਬਾਣੀ ਦਾ ਕੀਰਤਨ ਕੀਤਾ ਗਿਆ ਅਤੇ ਸੰਗਤਾਂ ਨੇ ਵੱਡੀ ਗਿਣਤੀ ਵਿੱਚ ਹਾਜ਼ਰੀ ਭਰੀ। ਬੁਲਾਰਿਆਂ ਨੇ ਸ਼ਹੀਦਾਂ ਦੀ ਕੁਰਬਾਨੀ ਬਾਰੇ ਚਾਨਣਾ ਪਾਇਆ ਅਤੇ ਨੌਜਵਾਨਾਂ ਨੂੰ ਗੁਰੂ ਸਾਹਿਬ ਦੇ ਦੱਸੇ ਮਾਰਗ ਉੱਤੇ ਚੱਲਣ ਦਾ ਸੱਦਾ ਦਿੱਤਾ। ਅਖੀਰ ਵਿੱਚ ਗੁਰੂ ਕਾ ਲੰਗਰ ਅਤੁੱਟ ਵਰਤਾਇਆ ਗਿਆ।: [6, 462, 201, 502]
story6-left: [212, 505, 338, 684]
story11-photo: [734, 483, 939, 593]
story10-body: ਚੀਮਾ, 10 ਜੁਲਾਈ (ਪੱਤਰ ਪ੍ਰੇਰਕ)- ਪਿੰਡ ਦੇ ਲੋਕਾਂ ਦੀ ਲੰਮੇ ਸਮੇਂ ਤੋਂ ਚੱਲੀ ਆ ਰਹੀ ਮੰਗ ਨੂੰ ਪੂਰਾ ਕਰਦਿਆਂ ਰਸਤੇ ਨੂੰ ਪੱਕਾ ਕਰਨ ਦਾ ਐਲਾਨ ਕੀਤਾ ਗਿਆ ਹੈ। ਆਗੂ ਨੇ ਕਿਹਾ ਕਿ ਬਰਸਾਤ ਦੇ ਦਿਨਾਂ ਵਿੱਚ ਇਸ ਰਸਤੇ ਉੱਤੇ ਚੱਲਣਾ ਮੁਸ਼ਕਲ ਹੋ ਜਾਂਦਾ ਸੀ। ਉਨ੍ਹਾਂ ਦੱਸਿਆ ਕਿ ਗ੍ਰਾਂਟ ਮਨਜ਼ੂਰ ਹੋ ਚੁੱਕੀ ਹੈ ਅਤੇ ਕੰਮ ਜਲਦ ਸ਼ੁਰੂ ਕਰ ਦਿੱਤਾ ਜਾਵੇਗਾ। ਪਿੰਡ ਵਾਸੀਆਂ ਨੇ ਇਸ ਫ਼ੈਸਲੇ ਦਾ ਸਵਾਗਤ ਕੀਤਾ।: [734, 397, 939, 437]
ad-body-text: ਚੰਡੀਗੜ੍ਹ, 10 ਜੁਲਾਈ (ਵਿਸ਼ੇਸ਼)- ਦੇਸ਼ ਭਰ ਵਿੱਚ ਔਰਤਾਂ ਦੇ ਖ਼ਿਲਾਫ਼ ਵਧ ਰਹੇ ਅਪਰਾਧਾਂ ਅਤੇ ਸਮਾਜਿਕ ਦਬਾਅ ਵਿਰੁੱਧ ਇੱਕ ਨਵੀਂ ਮੁਹਿੰਮ ਦੀ ਸ਼ੁਰੂਆਤ ਕੀਤੀ ਗਈ ਹੈ। ਇਸ ਮੁਹਿੰਮ ਤਹਿਤ ਔਰਤਾਂ ਨੂੰ ਆਪਣੇ ਹੱਕਾਂ ਪ੍ਰਤੀ ਜਾਗਰੂਕ ਕੀਤਾ ਜਾਵੇਗਾ ਅਤੇ ਉਨ੍ਹਾਂ ਨੂੰ ਆਤਮ-ਨਿਰਭਰ ਬਣਨ ਲਈ ਪ੍ਰੇਰਿਤ ਕੀਤਾ ਜਾਵੇਗਾ। ਪ੍ਰੋਗਰਾਮ ਦੌਰਾਨ ਬੁਲਾਰਿਆਂ ਨੇ ਕਿਹਾ ਕਿ ਸਮਾਜ ਦੀ ਤਰੱਕੀ ਔਰਤਾਂ ਦੀ ਤਰੱਕੀ ਨਾਲ ਜੁੜੀ ਹੋਈ ਹੈ ਅਤੇ ਹਰ ਘਰ ਵਿੱਚ ਔਰਤਾਂ ਨੂੰ ਬਰਾਬਰ ਦਾ ਦਰਜਾ ਮਿਲਣਾ ਚਾਹੀਦਾ ਹੈ। ਉਨ੍ਹਾਂ ਕਿਹਾ ਕਿ ਸਿੱਖਿਆ ਹੀ ਉਹ ਹਥਿਆਰ ਹੈ ਜਿਸ ਨਾਲ ਹਰ ਤਰ੍ਹਾਂ ਦੇ ਅੰਧਕਾਰ ਨੂੰ ਦੂਰ ਕੀਤਾ ਜਾ ਸਕਦਾ ਹੈ। ਇਸ ਮੌਕੇ ਵੱਡੀ ਗਿਣਤੀ ਵਿੱਚ ਔਰਤਾਂ ਅਤੇ ਨੌਜਵਾਨਾਂ ਨੇ ਭਾਗ ਲਿਆ ਅਤੇ ਮੁਹਿੰਮ ਨੂੰ ਸਫ਼ਲ ਬਣਾਉਣ ਦਾ ਪ੍ਰਣ ਲਿਆ।: [6, 228, 201, 300]
story9-body: ਬਰਨਾਲਾ, 10 ਜੁਲਾਈ (ਕਰਮਜੀਤ ਸਿੰਘ ਸ਼ਰਮਾ)-ਦਲਬਦ ਲਗਾਤਾਰ ਜਾਰੀ ਹੈ। ਅੱਜ ਸਾਬਕਾ ਬਲਾਕ ਸੰਮਤੀ ਮੈਂਬਰ ਨੇ ਆਪਣੇ ਸਾਥੀਆਂ ਸਮੇਤ ਕਾਂਗਰਸ ਪਾਰਟੀ ਨੂੰ ਅਲਵਿਦਾ ਕਹਿ ਕੇ ਸ਼੍ਰੋਮਣੀ ਅਕਾਲੀ ਦਲ ਵਿੱਚ ਸ਼ਮੂਲੀਅਤ ਕੀਤੀ। ਪਾਰਟੀ ਆਗੂਆਂ ਨੇ ਉਨ੍ਹਾਂ ਨੂੰ ਸਿਰੋਪਾ ਭੇਟ ਕਰਕੇ ਪਾਰਟੀ ਵਿੱਚ ਜੀ ਆਇਆਂ ਆਖਿਆ। ਇਸ ਮੌਕੇ ਉਨ੍ਹਾਂ ਕਿਹਾ ਕਿ ਅਕਾਲੀ ਦਲ ਹੀ ਪੰਜਾਬ ਦੇ ਹਿੱਤਾਂ ਦੀ ਰਾਖੀ ਕਰ ਸਕਦਾ ਹੈ। ਨਵੇਂ ਸ਼ਾਮਲ ਹੋਏ ਆਗੂਆਂ ਨੇ ਪਾਰਟੀ ਨੂੰ ਮਜ਼ਬੂਤ ਕਰਨ ਲਈ ਦਿਨ-ਰਾਤ ਕੰਮ ਕਰਨ ਦਾ ਭਰੋਸਾ ਦਿੱਤਾ।: [734, 213, 939, 261]
story10-photo: [734, 321, 939, 395]
story5-subhead: ਭਾਜਪਾ ਦਾ ਕੇਂਦਰ ਸ਼ਹਿਰਾਂ ਵਿੱਚ ਨਾ ਰਹਿ ਕੇ ਪਿੰਡਾਂ ਵਿੱਚ ਵੀ ਪੂਰੀ ਤਰ੍ਹਾਂ ਕਾਰਜਸ਼ੀਲ ਹੈ - ਗਾਜ਼ਿਵਿਹਾਰ/ਗੁਆਰਡ: [343, 364, 724, 378]
title-part-1: ਹੱਕ ਸੱਚ: [767, 12, 836, 36]
story13-headline-line2: ਕਰਕੇ ਬਣੀ ਦਹਿਸ਼ਤ, ਪੁਲਿਸ ਨੇ ਵਧਾਈ ਸੁਰੱਖਿਆ: [742, 866, 932, 899]
photo-people: [735, 137, 938, 210]
story4-photo: [6, 786, 201, 886]
story12-body-cont: ਸੰਗਰੂਰ, 10 ਜੁਲਾਈ (ਪੱਤਰ ਪ੍ਰੇਰਕ)- ਅਕਾਲੀ ਆਗੂ ਨੇ ਸੂਬਾ ਸਰਕਾਰ ਦੀ ਲੈਂਡ ਪੂਲਿੰਗ ਨੀਤੀ ਦੀ ਸਖ਼ਤ ਆਲੋਚਨਾ ਕਰਦਿਆਂ ਕਿਹਾ ਕਿ ਇਸ ਨਾਲ ਕਿਸਾਨਾਂ ਦੀ ਉਪਜਾਊ ਜ਼ਮੀਨ ਖੋਹੀ ਜਾ ਰਹੀ ਹੈ। ਉਨ੍ਹਾਂ ਕਿਹਾ ਕਿ ਕਿਸਾਨ ਪਹਿਲਾਂ ਹੀ ਕਰਜ਼ੇ ਦੇ ਬੋਝ ਹੇਠ ਦੱਬੇ ਹੋਏ ਹਨ ਅਤੇ ਅਜਿਹੀਆਂ ਨੀਤੀਆਂ ਨਾਲ ਉਨ੍ਹਾਂ ਦਾ ਰਹਿੰਦਾ-ਖੂੰਹਦਾ ਸਹਾਰਾ ਵੀ ਖ਼ਤਮ ਹੋ ਜਾਵੇਗਾ। ਉਨ੍ਹਾਂ ਮੰਗ ਕੀਤੀ ਕਿ ਇਹ ਨੀਤੀ ਤੁਰੰਤ ਵਾਪਸ ਲਈ ਜਾਵੇ ਅਤੇ ਕਿਸਾਨਾਂ ਨਾਲ ਸਲਾਹ-ਮਸ਼ਵਰਾ ਕਰਕੇ ਹੀ ਕੋਈ ਫ਼ੈਸਲਾ ਲਿਆ ਜਾਵੇ। ਉਨ੍ਹਾਂ ਕਿਹਾ ਕਿ ਅਕਾਲੀ ਦਲ ਕਿਸਾਨਾਂ ਦੇ ਨਾਲ ਮੋਢੇ ਨਾਲ ਮੋਢਾ ਜੋੜ ਕੇ ਖੜ੍ਹਾ ਹੈ।: [734, 765, 939, 821]
middle-band: [212, 326, 724, 503]
lead-body-left: ਬਰਨਾਲਾ, 10 ਜੁਲਾਈ (ਕੁਲਦੀਪ ਸਿੰਘ)- ਸਿਵਲ ਹਸਪਤਾਲ ਬਚਾਓ ਕਮੇਟੀ ਬਰਨਾਲਾ ਦਾ ਇੱਕ ਵਫ਼ਦ ਅੱਜ ਐਸ.ਡੀ.ਐਮ. ਬਰਨਾਲਾ ਨੂੰ ਮਿਲਿਆ ਅਤੇ ਉਨ੍ਹਾਂ ਨੂੰ ਮੰਗ ਪੱਤਰ ਸੌਂਪਿਆ। ਵਫ਼ਦ ਨੇ ਕਿਹਾ ਕਿ ਸਿਵਲ ਹਸਪਤਾਲ ਦੀ ਜ਼ਮੀਨ ਉੱਤੇ ਕਿਸੇ ਵੀ ਕਿਸਮ ਦਾ ਕਬਜ਼ਾ ਬਰਦਾਸ਼ਤ ਨਹੀਂ ਕੀਤਾ ਜਾਵੇਗਾ। ਉਨ੍ਹਾਂ ਦੱਸਿਆ ਕਿ ਹਸਪਤਾਲ ਵਿੱਚ ਡਾਕਟਰਾਂ ਅਤੇ ਹੋਰ ਸਟਾਫ਼ ਦੀਆਂ ਅਸਾਮੀਆਂ ਲੰਮੇ ਸਮੇਂ ਤੋਂ ਖਾਲੀ ਪਈਆਂ ਹਨ ਜਿਸ ਕਾਰਨ ਮਰੀਜ਼ਾਂ ਨੂੰ ਭਾਰੀ ਪ੍ਰੇਸ਼ਾਨੀ ਦਾ ਸਾਹਮਣਾ ਕਰਨਾ ਪੈ ਰਿਹਾ ਹੈ। ਕਮੇਟੀ ਆਗੂਆਂ ਨੇ ਮੰਗ ਕੀਤੀ ਕਿ ਹਸਪਤਾਲ ਵਿੱਚ ਐਮਰਜੈਂਸੀ ਸੇਵਾਵਾਂ ਨੂੰ ਚੌਵੀ ਘੰਟੇ ਚਾਲੂ ਰੱਖਿਆ ਜਾਵੇ ਅਤੇ ਦਵਾਈਆਂ ਦੀ ਮੁਫ਼ਤ ਸਪਲਾਈ ਯਕੀਨੀ ਬਣਾਈ ਜਾਵੇ। ਐਸ.ਡੀ.ਐਮ. ਨੇ ਵਫ਼ਦ ਨੂੰ ਭਰੋਸਾ ਦਿੱਤਾ ਕਿ ਉਨ੍ਹਾਂ ਦੀਆਂ ਮੰਗਾਂ ਉੱਚ ਅਧਿਕਾਰੀਆਂ ਤੱਕ ਪਹੁੰਚਾਈਆਂ ਜਾਣਗੀਆਂ ਅਤੇ ਜਲਦ ਹੀ ਇਸ ਮਾਮਲੇ ਦਾ ਹੱਲ ਕੱਢਿਆ ਜਾਵੇਗਾ। ਇਸ ਮੌਕੇ ਵੱਡੀ ਗਿਣਤੀ ਵਿੱਚ ਸ਼ਹਿਰ ਵਾਸੀ, ਸਮਾਜ ਸੇਵੀ ਜਥੇਬੰਦੀਆਂ ਦੇ ਨੁਮਾਇੰਦੇ ਅਤੇ ਮਜ਼ਦੂਰ ਜਥੇਬੰਦੀਆਂ ਦੇ ਆਗੂ ਹਾਜ਼ਰ ਸਨ। ਉਨ੍ਹਾਂ ਚੇਤਾਵਨੀ ਦਿੱਤੀ ਕਿ ਜੇਕਰ ਮੰਗਾਂ ਨਾ ਮੰਨੀਆਂ ਗਈਆਂ ਤਾਂ ਸੰਘਰਸ਼ ਹੋਰ ਤੇਜ਼ ਕੀਤਾ ਜਾਵੇਗਾ ਅਤੇ ਰੋਸ ਮੁਜ਼ਾਹਰੇ ਕੀਤੇ ਜਾਣਗੇ। ਆਗੂਆਂ ਨੇ ਕਿਹਾ ਕਿ ਸਿਹਤ ਸੇਵਾਵਾਂ ਹਰ ਨਾਗਰਿਕ ਦਾ ਮੌਲਿਕ ਹੱਕ ਹਨ ਅਤੇ ਸਰਕਾਰ ਨੂੰ ਇਸ ਪਾਸੇ ਤੁਰੰਤ ਧਿਆਨ ਦੇਣਾ ਚਾਹੀਦਾ ਹੈ।: [211, 122, 338, 299]
